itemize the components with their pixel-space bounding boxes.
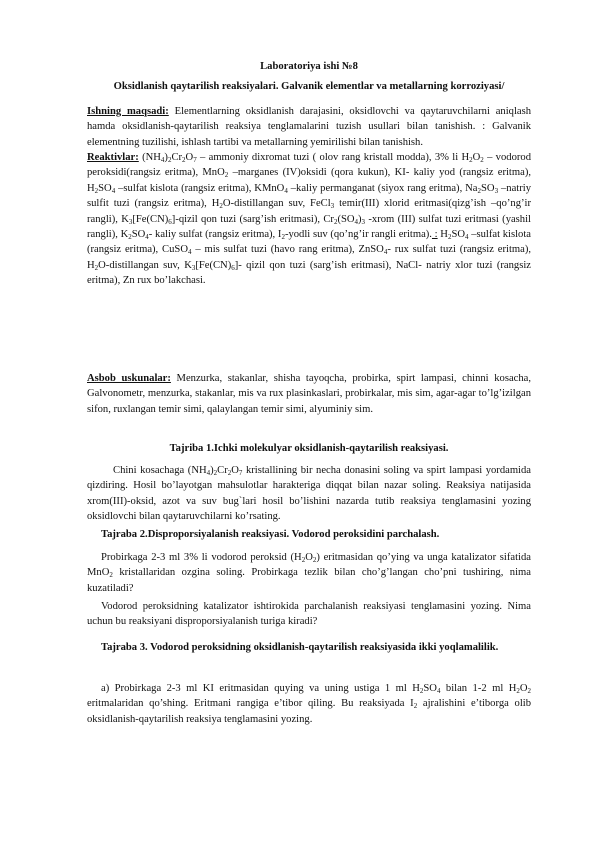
experiment-1-heading: Tajriba 1.Ichki molekulyar oksidlanish-qaytarilish reaksiyasi. xyxy=(169,443,449,454)
subscript: 2 xyxy=(94,263,99,272)
text-run: – vodorod peroksidi(rangsiz eritma), MnO xyxy=(87,152,531,179)
subscript: 4 xyxy=(187,248,192,257)
text-run: O xyxy=(231,465,239,476)
subscript: 2 xyxy=(480,156,484,164)
subscript: 4 xyxy=(206,469,211,477)
subscript: 6 xyxy=(231,263,235,272)
subscript: 4 xyxy=(436,687,441,695)
text-run: ]- qizil qon tuzi (sarg’ish eritmasi), NaCl- natriy xlor tuzi (rangsiz eritma), Zn rux bo’lakchasi. xyxy=(87,259,531,287)
text-run: O-distillangan suv, K xyxy=(98,259,192,271)
subscript: 4 xyxy=(160,156,165,164)
subscript: 2 xyxy=(516,687,520,695)
subscript: 2 xyxy=(527,687,532,695)
text-run: [Fe(CN) xyxy=(132,213,169,225)
text-run: Chini kosachaga (NH xyxy=(113,465,207,476)
text-run: -xrom (III) sulfat tuzi eritmasi (yashil rangli), K xyxy=(87,213,531,241)
text-run: temir(III) xlorid eritmasi(qizg’ish –qo’ng’ir rangli), K xyxy=(87,198,532,225)
text-run: –natriy sulfit tuzi (rangsiz eritma), H xyxy=(87,182,532,210)
reagents-paragraph xyxy=(87,150,531,289)
text-run: (NH xyxy=(138,152,161,163)
subscript: 3 xyxy=(128,217,133,226)
experiment-2-text xyxy=(87,550,531,596)
experiment-1-text xyxy=(87,463,531,525)
page-subtitle: Oksidlanish qaytarilish reaksiyalari. Galvanik elementlar va metallarning korroziyasi/ xyxy=(113,81,505,92)
text-run: O xyxy=(185,152,194,163)
text-run: eritmalaridan qo’shing. Eritmani rangiga e’tibor qiling. Bu reaksiyada I xyxy=(87,698,414,710)
text-run: SO xyxy=(423,683,437,694)
subscript: 2 xyxy=(182,156,186,164)
text-run: - rux sulfat tuzi (rangsiz eritma), H xyxy=(87,244,532,271)
subscript: 4 xyxy=(383,248,388,257)
experiment-2-question: Vodorod peroksidning katalizator ishtirokida parchalanish reaksiyasi tenglamasini yozing. Nima uchun bu reaksiyani disproporsiyalanish turiga kiradi? xyxy=(87,601,531,628)
subscript: 3 xyxy=(494,186,499,195)
text-run: ) xyxy=(358,213,362,225)
subscript: 3 xyxy=(361,217,366,226)
text-run: –sulfat kislota (rangsiz eritma), KMnO xyxy=(115,182,285,194)
text-run: ajralishini e’tiborga olib oksidlanish-qaytarilish reaksiya tenglamasini yozing. xyxy=(87,698,531,725)
subscript: 3 xyxy=(330,202,335,211)
text-run: –kaliy permanganat (siyox rang eritma), Na xyxy=(287,182,478,194)
text-run: -yodli suv (qo’ng’ir rangli eritma). xyxy=(284,229,432,241)
text-run: (SO xyxy=(337,213,355,225)
text-run: – mis sulfat tuzi (havo rang eritma), ZnSO xyxy=(191,244,384,256)
text-run: O xyxy=(305,552,313,563)
experiment-3-heading: Tajraba 3. Vodorod peroksidning oksidlanish-qaytarilish reaksiyasida ikki yoqlamalilik. xyxy=(101,642,499,653)
subscript: 4 xyxy=(465,233,469,242)
text-run: SO xyxy=(131,229,146,241)
text-run: Probirkaga 2-3 ml 3% li vodorod peroksid (H xyxy=(101,552,302,563)
subscript: 7 xyxy=(238,469,243,477)
page-title: Laboratoriya ishi №8 xyxy=(260,61,358,72)
subscript: 2 xyxy=(333,217,338,226)
subscript: 2 xyxy=(419,687,424,695)
subscript: 2 xyxy=(167,156,172,164)
text-run: –sulfat kislota (rangsiz eritma), CuSO xyxy=(87,229,531,256)
subscript: 2 xyxy=(94,186,99,195)
subscript: 2 xyxy=(447,233,452,242)
text-run: ) xyxy=(164,152,168,163)
subscript: 4 xyxy=(284,186,288,195)
text-run: kristallining bir necha donasini soling va spirt lampasi yordamida qizdiring. Hosil bo’layotgan mahsulotlar harakteriga diqqat bilan nazar soling. Reaksiya natijasida xrom(III)-oksid, azot va suv bug`lari hosil bo’lishini nazarda tutib reaksiya tenglamasini yozing oksidlovchi bilan qaytaruvchilarni ko’rsating. xyxy=(87,465,532,523)
text-run: SO xyxy=(451,229,466,241)
subscript: 2 xyxy=(301,556,306,564)
reagents-label: Reaktivlar: xyxy=(87,152,139,163)
text-run: Cr xyxy=(171,152,183,163)
subscript: 2 xyxy=(224,171,229,180)
aim-label: Ishning maqsadi: xyxy=(87,106,169,117)
text-run: ) xyxy=(210,465,214,476)
subscript: 2 xyxy=(213,469,218,477)
subscript: 4 xyxy=(111,186,116,195)
text-run: H xyxy=(437,229,448,241)
subscript: 2 xyxy=(109,571,113,580)
subscript: 7 xyxy=(193,156,197,164)
subscript: 2 xyxy=(281,233,285,242)
text-run: a) Probirkaga 2-3 ml KI eritmasidan quying va uning ustiga 1 ml H xyxy=(101,683,420,694)
text-run: SO xyxy=(98,182,112,194)
text-run: Cr xyxy=(217,465,228,476)
subscript: 2 xyxy=(219,202,223,211)
subscript: 3 xyxy=(191,263,196,272)
equipment-label: Asbob uskunalar: xyxy=(87,373,171,384)
subscript: 2 xyxy=(413,702,418,711)
text-run: kristallaridan ozgina soling. Probirkaga tezlik bilan cho’g’langan cho’pni tushiring, nima kuzatiladi? xyxy=(87,567,531,594)
text-run: – ammoniy dixromat tuzi ( olov rang kristall modda), 3% li H xyxy=(196,152,470,163)
text-run: O xyxy=(519,683,528,694)
experiment-2-heading: Tajraba 2.Disproporsiyalanish reaksiyasi. Vodorod peroksidini parchalash. xyxy=(101,529,440,540)
equipment-text: Menzurka, stakanlar, shisha tayoqcha, probirka, spirt lampasi, chinni kosacha, Galvonometr, menzurka, stakanlar, mis va rux plasinkaslari, probirkalar, mis sim, agar-agar to’lg’izilgan sifon, ruxlangan temir simi, qalaylangan temir simi, alyuminiy sim. xyxy=(87,373,531,415)
text-run: ) eritmasidan qo’ying va unga katalizator sifatida MnO xyxy=(87,552,531,579)
subscript: 2 xyxy=(469,156,473,164)
experiment-3-text xyxy=(87,681,531,727)
text-run: bilan 1-2 ml H xyxy=(440,683,517,694)
subscript: 2 xyxy=(477,186,482,195)
subscript: 4 xyxy=(354,217,359,226)
text-run: O xyxy=(472,152,481,163)
text-run: : xyxy=(431,229,438,241)
text-run: O-distillangan suv, FeCl xyxy=(222,198,331,210)
subscript: 6 xyxy=(168,217,172,226)
subscript: 4 xyxy=(145,233,149,242)
subscript: 2 xyxy=(312,556,317,564)
aim-text: Elementlarning oksidlanish darajasini, oksidlovchi va qaytaruvchilarni aniqlash hamda oksidlanish-qaytarilish reaksiya tenglamalarini tuzish usullari bilan tanishish. : Galvanik elementning tuzilishi, ishlash tartibi va metallarning yemirilishi bilan tanishish. xyxy=(87,106,532,148)
text-run: ]-qizil qon tuzi (sarg’ish eritmasi), Cr xyxy=(171,213,334,225)
aim-paragraph xyxy=(87,104,531,150)
equipment-paragraph xyxy=(87,371,531,417)
text-run: - kaliy sulfat (rangsiz eritma), I xyxy=(148,229,282,241)
text-run: [Fe(CN) xyxy=(195,259,232,271)
subscript: 2 xyxy=(128,233,132,242)
text-run: –marganes (IV)oksidi (qora kukun), KI- kaliy yod (rangsiz eritma), H xyxy=(87,167,531,194)
text-run: SO xyxy=(481,182,495,194)
subscript: 2 xyxy=(227,469,232,477)
